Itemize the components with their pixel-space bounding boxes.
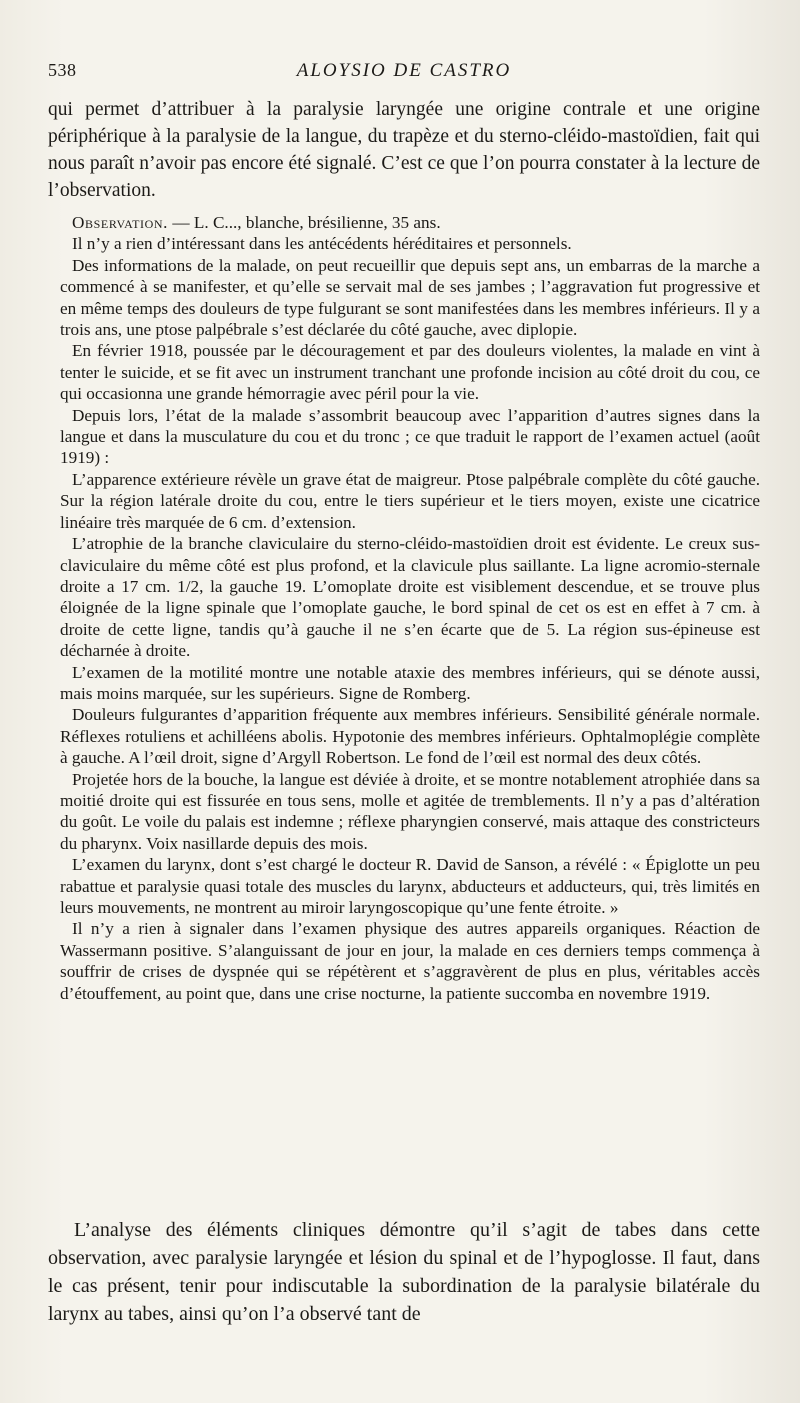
observation-paragraph: Projetée hors de la bouche, la langue est déviée à droite, et se montre notablement atrophiée dans sa moitié droite qui est fissurée en tous sens, molle et agitée de tremblements. Il n’y a pas d’altération du goût. Le voile du palais est indemne ; réflexe pharyngien conservé, mais attaque des constricteurs du pharynx. Voix nasillarde depuis des mois.	[60, 769, 760, 853]
observation-paragraph: Il n’y a rien d’intéressant dans les antécédents héréditaires et personnels.	[72, 234, 572, 254]
observation-label: Observation.	[72, 213, 169, 232]
observation-paragraph: L’examen du larynx, dont s’est chargé le docteur R. David de Sanson, a révélé : « Épiglotte un peu rabattue et paralysie quasi totale des muscles du larynx, abducteurs et adducteurs, qui, très limités en leurs mouvements, ne montrent au miroir laryngoscopique qu’une fente étroite. »	[60, 855, 760, 917]
page-number: 538	[48, 60, 77, 80]
conclusion-paragraph	[48, 1216, 760, 1328]
observation-paragraph: En février 1918, poussée par le découragement et par des douleurs violentes, la malade en vint à tenter le suicide, et se fit avec un instrument tranchant une profonde incision au côté droit du cou, ce qui occasionna une grande hémorragie avec péril pour la vie.	[60, 341, 760, 404]
observation-heading-text: — L. C..., blanche, brésilienne, 35 ans.	[168, 213, 441, 232]
page-header	[48, 60, 760, 88]
observation-paragraph: Il n’y a rien à signaler dans l’examen physique des autres appareils organiques. Réaction de Wassermann positive. S’alanguissant de jour en jour, la malade en ces derniers temps commença à souffrir de crises de dyspnée qui se répétèrent et s’aggravèrent de plus en plus, véritables accès d’étouffement, au point que, dans une crise nocturne, la patiente succomba en novembre 1919.	[60, 919, 760, 1003]
intro-text: qui permet d’attribuer à la paralysie laryngée une origine contrale et une origine périphérique à la paralysie de la langue, du trapèze et du sterno-cléido-mastoïdien, fait qui nous paraît n’avoir pas encore été signalé. C’est ce que l’on pourra constater à la lecture de l’observation.	[48, 99, 760, 201]
observation-heading	[60, 212, 760, 233]
observation-paragraph: L’apparence extérieure révèle un grave état de maigreur. Ptose palpébrale complète du côté gauche. Sur la région latérale droite du cou, entre le tiers supérieur et le tiers moyen, existe une cicatrice linéaire très marquée de 6 cm. d’extension.	[60, 469, 760, 532]
running-head: ALOYSIO DE CASTRO	[296, 60, 512, 81]
observation-section	[60, 212, 760, 1004]
observation-paragraph: Depuis lors, l’état de la malade s’assombrit beaucoup avec l’apparition d’autres signes dans la langue et dans la musculature du cou et du tronc ; ce que traduit le rapport de l’examen actuel (août 1919) :	[60, 405, 760, 468]
observation-paragraph: Des informations de la malade, on peut recueillir que depuis sept ans, un embarras de la marche a commencé à se manifester, et qu’elle se servait mal de ses jambes ; l’aggravation fut progressive et en même temps des douleurs de type fulgurant se sont manifestées dans les membres inférieurs. Il y a trois ans, une ptose palpébrale s’est déclarée du côté gauche, avec diplopie.	[60, 255, 760, 340]
observation-paragraph: L’examen de la motilité montre une notable ataxie des membres inférieurs, qui se dénote aussi, mais moins marquée, sur les supérieurs. Signe de Romberg.	[60, 662, 760, 703]
conclusion-text: L’analyse des éléments cliniques démontre qu’il s’agit de tabes dans cette observation, avec paralysie laryngée et lésion du spinal et de l’hypoglosse. Il faut, dans le cas présent, tenir pour indiscutable la subordination de la paralysie bilatérale du larynx au tabes, ainsi qu’on l’a observé tant de	[48, 1219, 760, 1325]
observation-paragraph: Douleurs fulgurantes d’apparition fréquente aux membres inférieurs. Sensibilité générale normale. Réflexes rotuliens et achilléens abolis. Hypotonie des membres inférieurs. Ophtalmoplégie complète à gauche. A l’œil droit, signe d’Argyll Robertson. Le fond de l’œil est normal des deux côtés.	[60, 705, 760, 768]
intro-paragraph	[48, 96, 760, 204]
observation-paragraph: L’atrophie de la branche claviculaire du sterno-cléido-mastoïdien droit est évidente. Le creux sus-claviculaire du même côté est plus profond, et la clavicule plus saillante. La ligne acromio-sternale droite a 17 cm. 1/2, la gauche 19. L’omoplate droite est visiblement descendue, et se trouve plus éloignée de la ligne spinale que l’omoplate gauche, le bord spinal de cet os est en effet à 7 cm. à droite de cette ligne, tandis qu’à gauche il ne s’en écarte que de 5. La région sus-épineuse est décharnée à droite.	[60, 534, 760, 661]
